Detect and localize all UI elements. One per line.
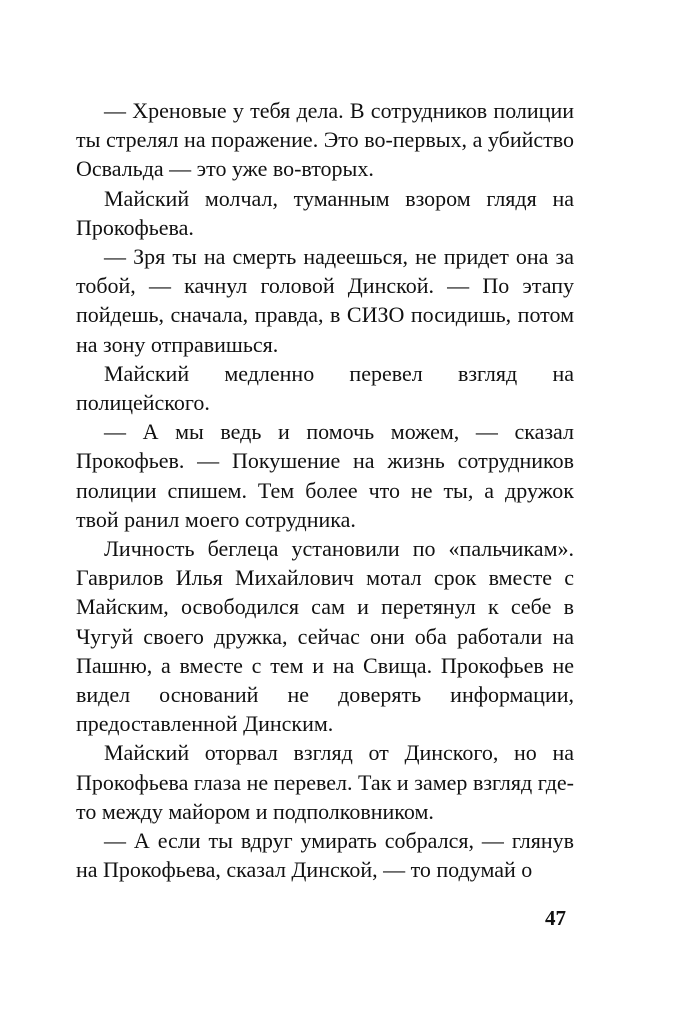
paragraph: — А если ты вдруг умирать собрался, — глянув на Прокофьева, сказал Динской, — то подумай о xyxy=(76,828,574,883)
paragraph: — А мы ведь и помочь можем, — сказал Прокофьев. — Покушение на жизнь сотрудников полиции спишем. Тем более что не ты, а дружок твой ранил моего сотрудника. xyxy=(76,419,574,532)
paragraph: Майский молчал, туманным взором глядя на Прокофьева. xyxy=(76,185,574,240)
paragraph: — Зря ты на смерть надеешься, не придет она за тобой, — качнул головой Динской. — По этапу пойдешь, сначала, правда, в СИЗО посидишь, потом на зону отправишься. xyxy=(76,244,574,357)
paragraph: Майский медленно перевел взгляд на полицейского. xyxy=(76,360,574,416)
paragraph: Майский оторвал взгляд от Динского, но на Прокофьева глаза не перевел. Так и замер взгляд где-то между майором и подполковником. xyxy=(76,740,574,824)
paragraph: — Хреновые у тебя дела. В сотрудников полиции ты стрелял на поражение. Это во-первых, а убийство Освальда — это уже во-вторых. xyxy=(76,98,574,182)
body-text xyxy=(76,96,574,884)
page-number: 47 xyxy=(545,906,566,930)
paragraph: Личность беглеца установили по «пальчикам». Гаврилов Илья Михайлович мотал срок вместе с Майским, освободился сам и перетянул к себе в Чугуй своего дружка, сейчас они оба работали на Пашню, а вместе с тем и на Свища. Прокофьев не видел оснований не доверять информации, предоставленной Динским. xyxy=(76,536,574,737)
